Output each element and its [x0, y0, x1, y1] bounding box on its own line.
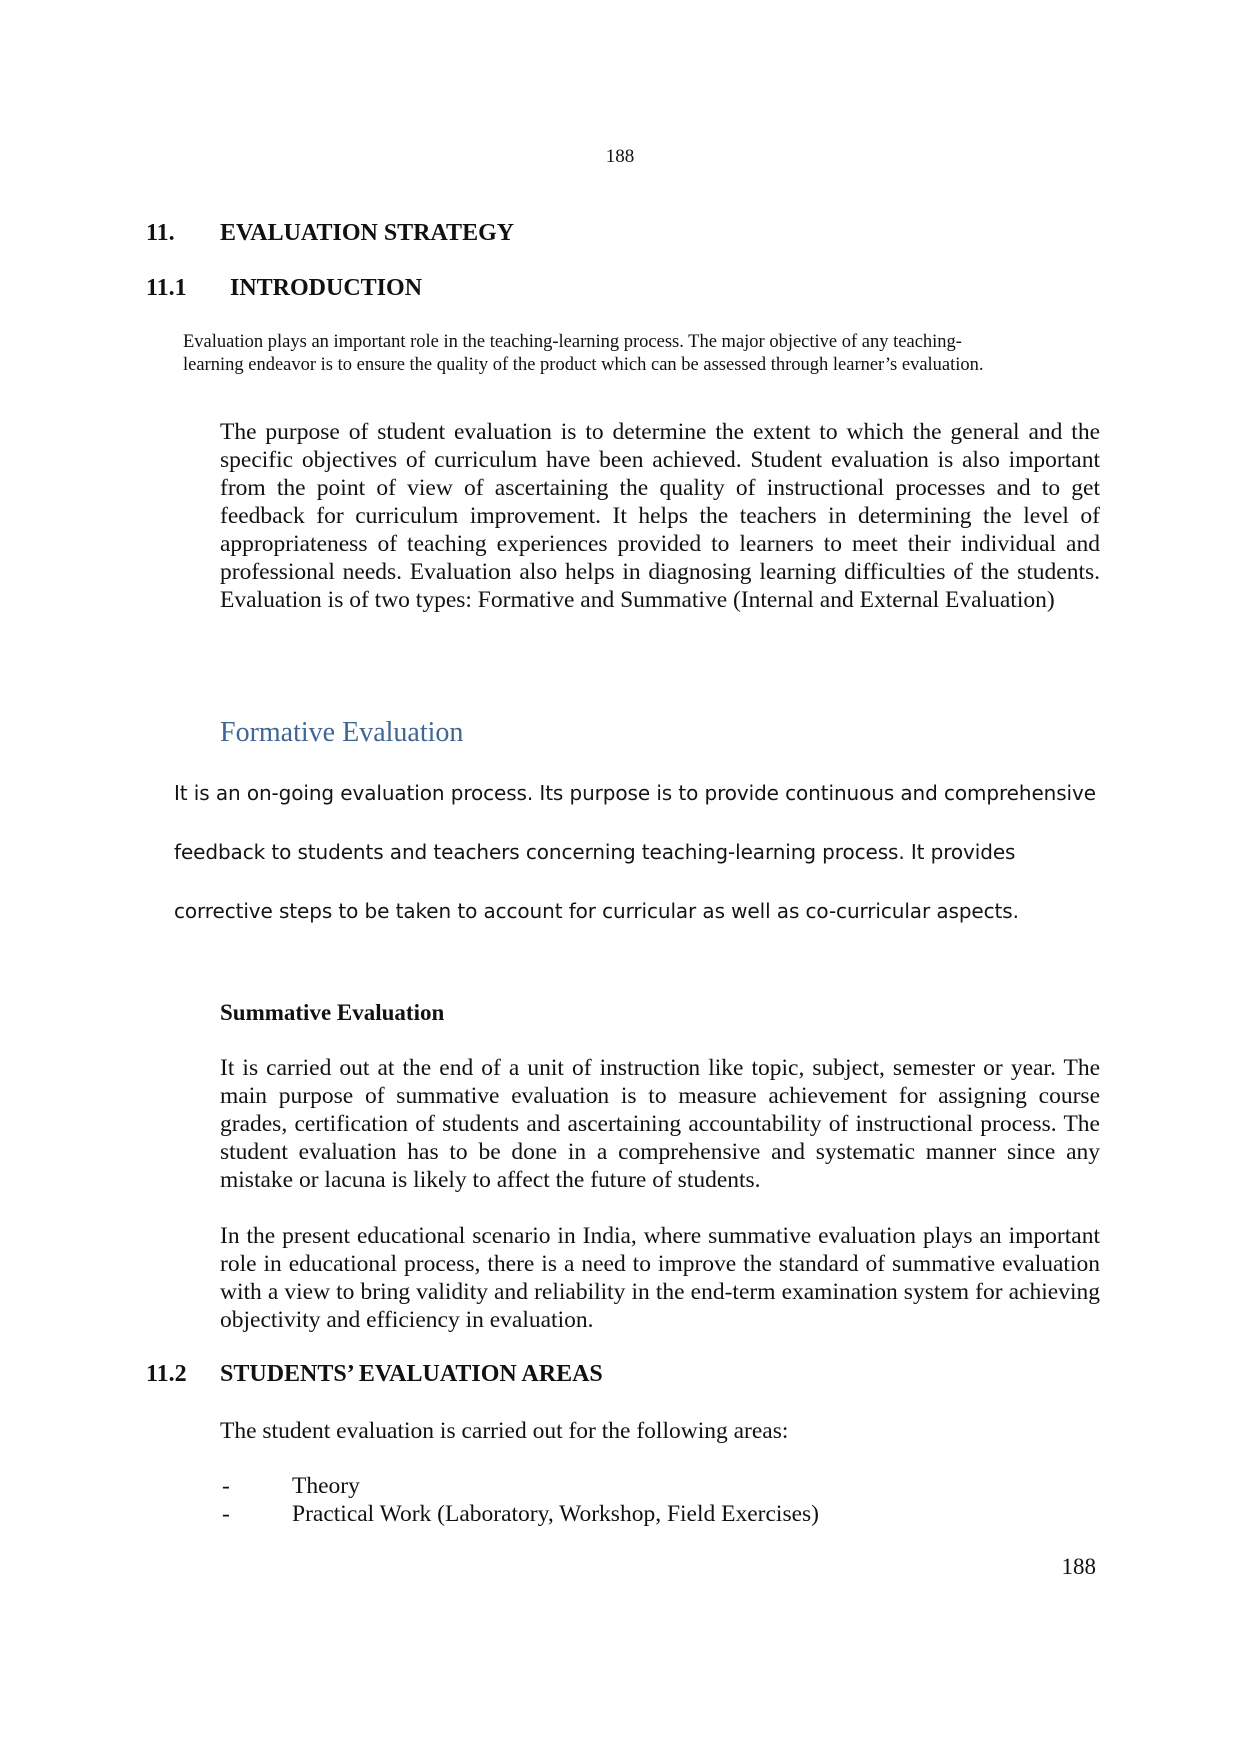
list-bullet: -: [222, 1501, 230, 1527]
list-item-text: Theory: [292, 1473, 360, 1499]
list-item: [220, 1472, 1120, 1500]
section-number: 11.2: [146, 1361, 187, 1387]
section-number: 11.1: [146, 275, 187, 301]
evaluation-areas-intro: The student evaluation is carried out for the following areas:: [220, 1418, 789, 1444]
formative-text-line: feedback to students and teachers concerning teaching-learning process. It provides: [174, 840, 1016, 864]
summative-evaluation-heading: Summative Evaluation: [220, 1000, 445, 1025]
section-title: EVALUATION STRATEGY: [220, 220, 515, 246]
list-item: [220, 1500, 1120, 1528]
page-number-bottom: 188: [1061, 1554, 1096, 1579]
formative-text-line: It is an on-going evaluation process. Its purpose is to provide continuous and comprehensive: [174, 781, 1096, 805]
evaluation-areas-list: [220, 1472, 1120, 1528]
purpose-paragraph: The purpose of student evaluation is to determine the extent to which the general and the specific objectives of curriculum have been achieved. Student evaluation is also important from the point of view of ascertaining the quality of instructional processes and to get feedback for curriculum improvement. It helps the teachers in determining the level of appropriateness of teaching experiences provided to learners to meet their individual and professional needs. Evaluation also helps in diagnosing learning difficulties of the students. Evaluation is of two types: Formative and Summative (Internal and External Evaluation): [220, 419, 1100, 613]
list-item-text: Practical Work (Laboratory, Workshop, Field Exercises): [292, 1501, 819, 1527]
summative-paragraph-1: It is carried out at the end of a unit of instruction like topic, subject, semester or year. The main purpose of summative evaluation is to measure achievement for assigning course grades, certification of students and ascertaining accountability of instructional process. The student evaluation has to be done in a comprehensive and systematic manner since any mistake or lacuna is likely to affect the future of students.: [220, 1055, 1100, 1193]
formative-text-line: corrective steps to be taken to account for curricular as well as co-curricular aspects.: [174, 899, 1019, 923]
formative-evaluation-heading: Formative Evaluation: [220, 717, 464, 748]
page-number-top: 188: [605, 146, 635, 167]
summative-paragraph-2: In the present educational scenario in India, where summative evaluation plays an important role in educational process, there is a need to improve the standard of summative evaluation with a view to bring validity and reliability in the end-term examination system for achieving objectivity and efficiency in evaluation.: [220, 1223, 1100, 1333]
section-title: INTRODUCTION: [230, 275, 423, 301]
introduction-text: Evaluation plays an important role in the teaching-learning process. The major objective of any teaching- learning endeavor is to ensure the quality of the product which can be assessed through learner’s evaluation.: [183, 332, 984, 375]
list-bullet: -: [222, 1473, 230, 1499]
section-title: STUDENTS’ EVALUATION AREAS: [220, 1361, 603, 1387]
section-number: 11.: [146, 220, 175, 246]
